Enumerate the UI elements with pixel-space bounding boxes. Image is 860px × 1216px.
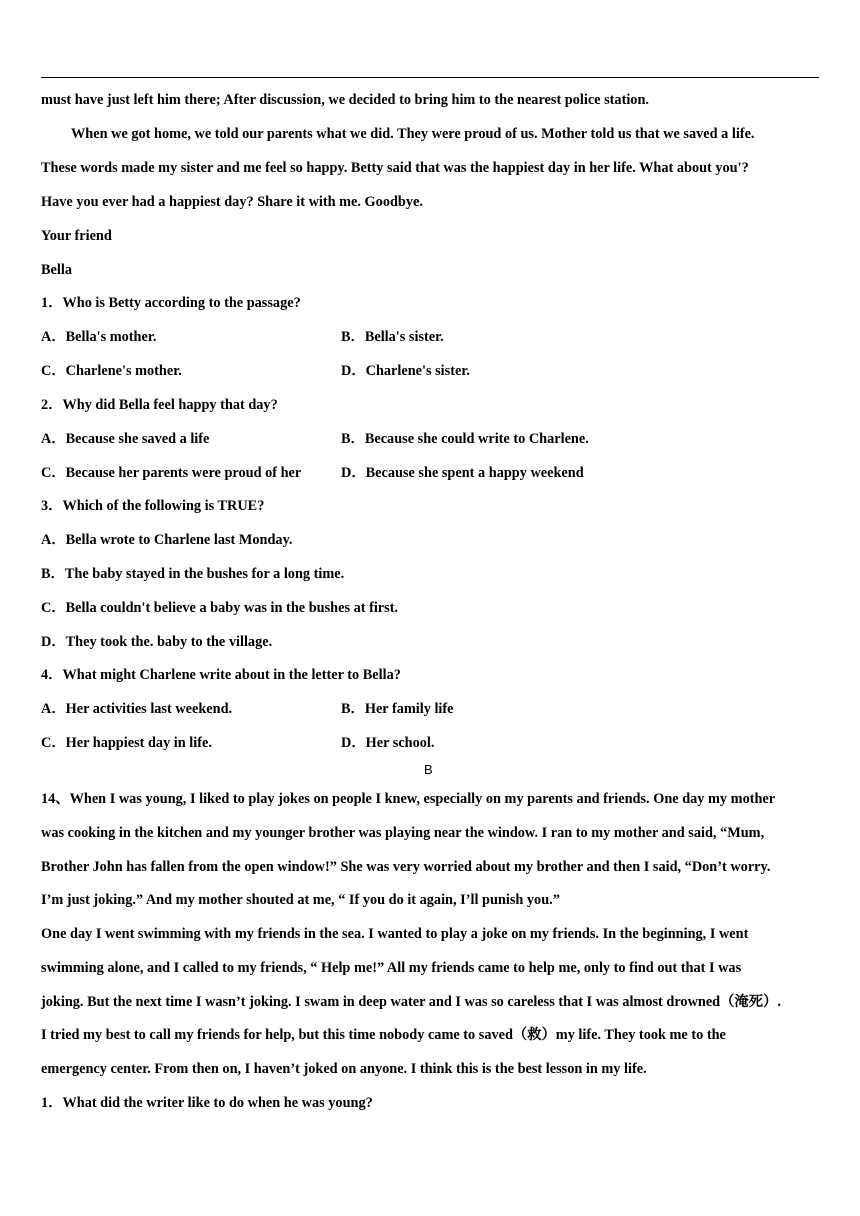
letter-closing: Your friend xyxy=(41,228,112,244)
passage-line: 14、When I was young, I liked to play jokes on people I knew, especially on my parents and friends. One day my mother xyxy=(41,791,776,807)
section-label: B xyxy=(424,762,433,777)
option-b: B．Because she could write to Charlene. xyxy=(341,431,589,447)
option-b: B．The baby stayed in the bushes for a long time. xyxy=(41,566,345,582)
passage-line: These words made my sister and me feel so happy. Betty said that was the happiest day in her life. What about you'? xyxy=(41,160,749,176)
passage-line: emergency center. From then on, I haven’t joked on anyone. I think this is the best lesson in my life. xyxy=(41,1061,647,1077)
option-a: A．Because she saved a life xyxy=(41,431,210,447)
option-d: D．They took the. baby to the village. xyxy=(41,634,273,650)
question-stem: 1．Who is Betty according to the passage? xyxy=(41,295,301,311)
option-d: D．Charlene's sister. xyxy=(341,363,470,379)
passage-line: joking. But the next time I wasn’t joking. I swam in deep water and I was so careless that I was almost drowned（淹死）. xyxy=(41,994,781,1010)
passage-line: I tried my best to call my friends for help, but this time nobody came to saved（救）my life. They took me to the xyxy=(41,1027,726,1043)
option-a: A．Her activities last weekend. xyxy=(41,701,233,717)
passage-line: Have you ever had a happiest day? Share it with me. Goodbye. xyxy=(41,194,423,210)
passage-line: When we got home, we told our parents what we did. They were proud of us. Mother told us that we saved a life. xyxy=(71,126,755,142)
question-stem: 4．What might Charlene write about in the letter to Bella? xyxy=(41,667,401,683)
question-stem: 2．Why did Bella feel happy that day? xyxy=(41,397,278,413)
option-b: B．Bella's sister. xyxy=(341,329,444,345)
passage-line: swimming alone, and I called to my friends, “ Help me!” All my friends came to help me, only to find out that I was xyxy=(41,960,742,976)
option-b: B．Her family life xyxy=(341,701,454,717)
question-stem: 1．What did the writer like to do when he was young? xyxy=(41,1095,373,1111)
option-c: C．Bella couldn't believe a baby was in the bushes at first. xyxy=(41,600,399,616)
question-stem: 3．Which of the following is TRUE? xyxy=(41,498,265,514)
option-c: C．Because her parents were proud of her xyxy=(41,465,302,481)
option-a: A．Bella's mother. xyxy=(41,329,157,345)
header-rule xyxy=(41,77,819,78)
letter-signature: Bella xyxy=(41,262,72,278)
passage-line: One day I went swimming with my friends in the sea. I wanted to play a joke on my friends. In the beginning, I went xyxy=(41,926,749,942)
option-c: C．Her happiest day in life. xyxy=(41,735,212,751)
option-c: C．Charlene's mother. xyxy=(41,363,182,379)
passage-line: Brother John has fallen from the open window!” She was very worried about my brother and then I said, “Don’t worry. xyxy=(41,859,771,875)
option-d: D．Her school. xyxy=(341,735,435,751)
passage-line: must have just left him there; After discussion, we decided to bring him to the nearest police station. xyxy=(41,92,649,108)
passage-line: was cooking in the kitchen and my younger brother was playing near the window. I ran to my mother and said, “Mum, xyxy=(41,825,765,841)
option-d: D．Because she spent a happy weekend xyxy=(341,465,584,481)
option-a: A．Bella wrote to Charlene last Monday. xyxy=(41,532,293,548)
passage-line: I’m just joking.” And my mother shouted at me, “ If you do it again, I’ll punish you.” xyxy=(41,892,560,908)
